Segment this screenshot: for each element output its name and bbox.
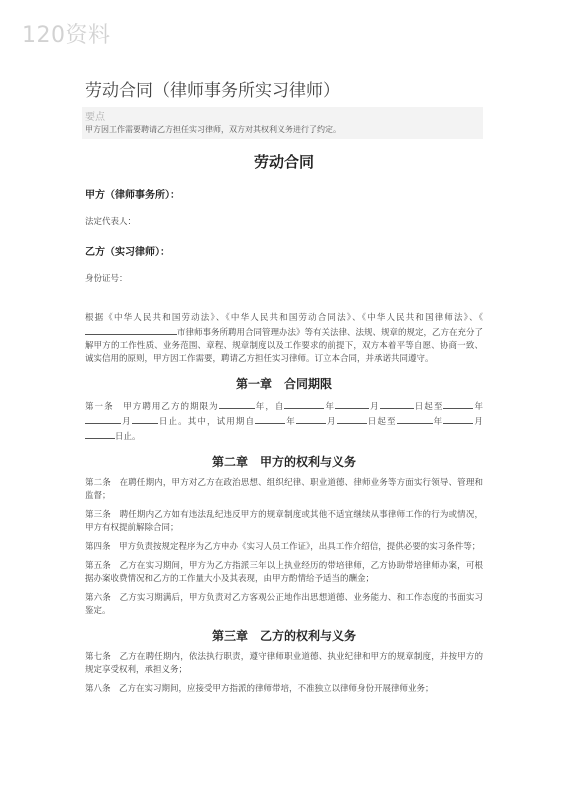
article-3: 第三条 聘任期内乙方如有违法乱纪违反甲方的规章制度或其他不适宜继续从事律师工作的行为或情况，甲方有权提前解除合同； [85,510,483,533]
blank [132,414,158,424]
article-1: 第一条 甲方聘用乙方的期限为 年，自 年 月 日起至 年月 日止。其中，试用期自 年 月 日起至 年 月日止。 [85,399,483,444]
id-number-field: 身份证号： [85,274,128,284]
article-4: 第四条 甲方负责按规定程序为乙方申办《实习人员工作证》，出具工作介绍信，提供必要的实习条件等； [85,542,481,552]
summary-box [82,107,483,139]
document-title: 劳动合同（律师事务所实习律师） [85,81,340,101]
blank [85,429,115,439]
document-body [85,76,483,702]
article-8: 第八条 乙方在实习期间，应接受甲方指派的律师带培，不准独立以律师身份开展律师业务； [85,684,434,694]
blank [443,399,473,409]
article-5: 第五条 乙方在实习期间，甲方为乙方指派三年以上执业经历的带培律师，乙方协助带培律师办案，可根据办案收费情况和乙方的工作量大小及其表现，由甲方酌情给予适当的酬金； [85,561,483,584]
blank [337,414,367,424]
preamble-paragraph: 根据《中华人民共和国劳动法》、《中华人民共和国劳动合同法》、《中华人民共和国律师法》、《市律师事务所聘用合同管理办法》等有关法律、法规、规章的规定，乙方在充分了解甲方的工作性质、业务范围、章程、规章制度以及工作要求的前提下，双方本着平等自愿、协商一致、诚实信用的原则，甲方因工作需要，聘请乙方担任实习律师。订立本合同，并承诺共同遵守。 [85,313,484,364]
article-2: 第二条 在聘任期内，甲方对乙方在政治思想、组织纪律、职业道德、律师业务等方面实行领导、管理和监督； [85,478,483,501]
blank [397,414,433,424]
chapter-3-title: 第三章 乙方的权利与义务 [211,629,356,643]
blank [296,414,326,424]
party-b-label: 乙方（实习律师）： [85,247,170,258]
summary-label: 要点 [85,112,105,123]
chapter-1-title: 第一章 合同期限 [235,377,332,391]
chapter-2-title: 第二章 甲方的权利与义务 [211,455,356,469]
blank [284,399,324,409]
party-a-label: 甲方（律师事务所）： [85,190,180,201]
watermark-logo: 120资料 [22,23,111,48]
city-blank [85,325,177,335]
blank [443,414,473,424]
article-6: 第六条 乙方实习期满后，甲方负责对乙方客观公正地作出思想道德、业务能力、和工作态度的书面实习鉴定。 [85,593,483,616]
blank [85,414,121,424]
contract-heading: 劳动合同 [253,153,314,171]
summary-text: 甲方因工作需要聘请乙方担任实习律师，双方对其权利义务进行了约定。 [85,125,341,134]
blank [380,399,414,409]
blank [219,399,255,409]
blank [335,399,369,409]
article-7: 第七条 乙方在聘任期内，依法执行职责，遵守律师职业道德、执业纪律和甲方的规章制度，并按甲方的规定享受权利，承担义务； [85,652,483,675]
blank [255,414,285,424]
legal-representative-field: 法定代表人： [85,217,137,227]
